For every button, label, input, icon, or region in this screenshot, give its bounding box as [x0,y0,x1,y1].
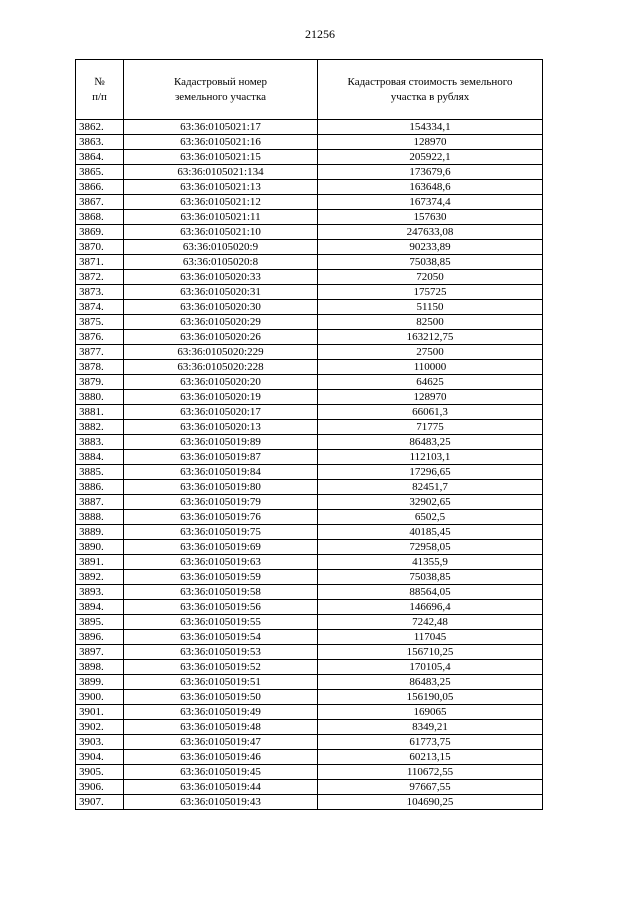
row-number-cell: 3899. [76,675,124,690]
cadastral-number-cell: 63:36:0105021:134 [124,165,318,180]
cadastral-cost-cell: 61773,75 [318,735,543,750]
row-number-cell: 3885. [76,465,124,480]
cadastral-cost-cell: 60213,15 [318,750,543,765]
cadastral-cost-cell: 117045 [318,630,543,645]
cadastral-number-cell: 63:36:0105020:13 [124,420,318,435]
cadastral-cost-cell: 175725 [318,285,543,300]
table-row [76,225,543,240]
row-number-cell: 3890. [76,540,124,555]
table-row [76,690,543,705]
row-number-cell: 3880. [76,390,124,405]
table-row [76,330,543,345]
cadastral-number-cell: 63:36:0105019:53 [124,645,318,660]
row-number-cell: 3895. [76,615,124,630]
cadastral-number-cell: 63:36:0105020:8 [124,255,318,270]
cadastral-number-cell: 63:36:0105019:52 [124,660,318,675]
table-row [76,720,543,735]
cadastral-table [75,59,543,810]
cadastral-number-cell: 63:36:0105019:80 [124,480,318,495]
row-number-cell: 3893. [76,585,124,600]
cadastral-number-cell: 63:36:0105020:229 [124,345,318,360]
row-number-cell: 3882. [76,420,124,435]
cadastral-cost-cell: 72958,05 [318,540,543,555]
row-number-cell: 3897. [76,645,124,660]
table-row [76,765,543,780]
table-row [76,435,543,450]
header-number-line2: п/п [92,90,107,103]
cadastral-number-cell: 63:36:0105020:31 [124,285,318,300]
table-row [76,255,543,270]
cadastral-cost-cell: 6502,5 [318,510,543,525]
row-number-cell: 3889. [76,525,124,540]
table-row [76,585,543,600]
cadastral-number-cell: 63:36:0105021:12 [124,195,318,210]
table-row [76,705,543,720]
row-number-cell: 3875. [76,315,124,330]
table-row [76,675,543,690]
row-number-cell: 3894. [76,600,124,615]
cadastral-cost-cell: 75038,85 [318,570,543,585]
cadastral-cost-cell: 169065 [318,705,543,720]
table-row [76,270,543,285]
table-row [76,390,543,405]
row-number-cell: 3873. [76,285,124,300]
row-number-cell: 3884. [76,450,124,465]
header-cadastral-line2: земельного участка [174,90,267,103]
cadastral-number-cell: 63:36:0105019:50 [124,690,318,705]
header-number [76,60,124,120]
cadastral-number-cell: 63:36:0105019:79 [124,495,318,510]
cadastral-number-cell: 63:36:0105021:15 [124,150,318,165]
cadastral-cost-cell: 110000 [318,360,543,375]
row-number-cell: 3878. [76,360,124,375]
cadastral-number-cell: 63:36:0105019:63 [124,555,318,570]
table-row [76,495,543,510]
cadastral-number-cell: 63:36:0105019:56 [124,600,318,615]
cadastral-number-cell: 63:36:0105021:10 [124,225,318,240]
table-row [76,150,543,165]
row-number-cell: 3891. [76,555,124,570]
row-number-cell: 3901. [76,705,124,720]
row-number-cell: 3892. [76,570,124,585]
row-number-cell: 3907. [76,795,124,810]
header-cadastral-line1: Кадастровый номер [173,75,268,88]
row-number-cell: 3868. [76,210,124,225]
cadastral-cost-cell: 17296,65 [318,465,543,480]
cadastral-number-cell: 63:36:0105020:9 [124,240,318,255]
cadastral-number-cell: 63:36:0105019:84 [124,465,318,480]
cadastral-cost-cell: 146696,4 [318,600,543,615]
cadastral-number-cell: 63:36:0105020:29 [124,315,318,330]
row-number-cell: 3874. [76,300,124,315]
row-number-cell: 3903. [76,735,124,750]
cadastral-cost-cell: 8349,21 [318,720,543,735]
table-row [76,420,543,435]
row-number-cell: 3905. [76,765,124,780]
table-row [76,360,543,375]
table-row [76,195,543,210]
cadastral-cost-cell: 247633,08 [318,225,543,240]
cadastral-number-cell: 63:36:0105021:11 [124,210,318,225]
table-row [76,510,543,525]
row-number-cell: 3902. [76,720,124,735]
table-row [76,210,543,225]
cadastral-number-cell: 63:36:0105019:55 [124,615,318,630]
header-number-line1: № [94,75,105,88]
cadastral-number-cell: 63:36:0105020:228 [124,360,318,375]
row-number-cell: 3879. [76,375,124,390]
cadastral-cost-cell: 170105,4 [318,660,543,675]
cadastral-number-cell: 63:36:0105021:16 [124,135,318,150]
table-row [76,300,543,315]
cadastral-number-cell: 63:36:0105020:33 [124,270,318,285]
row-number-cell: 3871. [76,255,124,270]
table-row [76,240,543,255]
cadastral-number-cell: 63:36:0105021:17 [124,120,318,135]
cadastral-number-cell: 63:36:0105019:46 [124,750,318,765]
table-row [76,600,543,615]
row-number-cell: 3904. [76,750,124,765]
cadastral-cost-cell: 51150 [318,300,543,315]
cadastral-cost-cell: 90233,89 [318,240,543,255]
cadastral-number-cell: 63:36:0105019:45 [124,765,318,780]
row-number-cell: 3881. [76,405,124,420]
cadastral-cost-cell: 163648,6 [318,180,543,195]
table-row [76,570,543,585]
cadastral-cost-cell: 7242,48 [318,615,543,630]
cadastral-cost-cell: 205922,1 [318,150,543,165]
cadastral-number-cell: 63:36:0105019:43 [124,795,318,810]
header-cadastral-cost [318,60,543,120]
row-number-cell: 3866. [76,180,124,195]
cadastral-cost-cell: 66061,3 [318,405,543,420]
table-row [76,525,543,540]
cadastral-cost-cell: 27500 [318,345,543,360]
cadastral-cost-cell: 71775 [318,420,543,435]
row-number-cell: 3888. [76,510,124,525]
row-number-cell: 3876. [76,330,124,345]
cadastral-cost-cell: 110672,55 [318,765,543,780]
cadastral-number-cell: 63:36:0105020:20 [124,375,318,390]
row-number-cell: 3865. [76,165,124,180]
header-cadastral-number [124,60,318,120]
cadastral-number-cell: 63:36:0105019:44 [124,780,318,795]
cadastral-cost-cell: 86483,25 [318,675,543,690]
cadastral-cost-cell: 40185,45 [318,525,543,540]
cadastral-cost-cell: 75038,85 [318,255,543,270]
cadastral-number-cell: 63:36:0105019:87 [124,450,318,465]
table-row [76,450,543,465]
cadastral-cost-cell: 32902,65 [318,495,543,510]
table-row [76,465,543,480]
row-number-cell: 3870. [76,240,124,255]
cadastral-number-cell: 63:36:0105019:89 [124,435,318,450]
header-cost-line2: участка в рублях [390,90,470,103]
cadastral-cost-cell: 64625 [318,375,543,390]
row-number-cell: 3862. [76,120,124,135]
cadastral-number-cell: 63:36:0105020:19 [124,390,318,405]
cadastral-cost-cell: 156710,25 [318,645,543,660]
table-row [76,345,543,360]
cadastral-cost-cell: 167374,4 [318,195,543,210]
row-number-cell: 3886. [76,480,124,495]
cadastral-cost-cell: 128970 [318,135,543,150]
table-row [76,315,543,330]
cadastral-cost-cell: 72050 [318,270,543,285]
cadastral-cost-cell: 41355,9 [318,555,543,570]
table-row [76,405,543,420]
table-row [76,120,543,135]
table-header-row [76,60,543,120]
cadastral-cost-cell: 86483,25 [318,435,543,450]
table-row [76,285,543,300]
cadastral-cost-cell: 163212,75 [318,330,543,345]
table-row [76,375,543,390]
row-number-cell: 3863. [76,135,124,150]
cadastral-number-cell: 63:36:0105019:47 [124,735,318,750]
cadastral-cost-cell: 173679,6 [318,165,543,180]
cadastral-cost-cell: 128970 [318,390,543,405]
cadastral-number-cell: 63:36:0105020:17 [124,405,318,420]
cadastral-cost-cell: 157630 [318,210,543,225]
cadastral-cost-cell: 88564,05 [318,585,543,600]
cadastral-number-cell: 63:36:0105019:58 [124,585,318,600]
cadastral-number-cell: 63:36:0105019:75 [124,525,318,540]
table-row [76,645,543,660]
row-number-cell: 3900. [76,690,124,705]
row-number-cell: 3867. [76,195,124,210]
table-row [76,180,543,195]
cadastral-cost-cell: 112103,1 [318,450,543,465]
row-number-cell: 3872. [76,270,124,285]
cadastral-number-cell: 63:36:0105019:51 [124,675,318,690]
cadastral-number-cell: 63:36:0105019:69 [124,540,318,555]
table-row [76,630,543,645]
cadastral-cost-cell: 82451,7 [318,480,543,495]
row-number-cell: 3864. [76,150,124,165]
table-row [76,780,543,795]
row-number-cell: 3906. [76,780,124,795]
table-row [76,795,543,810]
cadastral-cost-cell: 154334,1 [318,120,543,135]
row-number-cell: 3877. [76,345,124,360]
row-number-cell: 3883. [76,435,124,450]
table-row [76,750,543,765]
cadastral-number-cell: 63:36:0105019:48 [124,720,318,735]
cadastral-number-cell: 63:36:0105021:13 [124,180,318,195]
cadastral-cost-cell: 156190,05 [318,690,543,705]
cadastral-number-cell: 63:36:0105019:59 [124,570,318,585]
cadastral-number-cell: 63:36:0105019:54 [124,630,318,645]
cadastral-number-cell: 63:36:0105020:26 [124,330,318,345]
table-row [76,660,543,675]
table-body [76,120,543,810]
cadastral-cost-cell: 82500 [318,315,543,330]
table-row [76,615,543,630]
table-row [76,555,543,570]
cadastral-number-cell: 63:36:0105020:30 [124,300,318,315]
table-row [76,540,543,555]
cadastral-number-cell: 63:36:0105019:49 [124,705,318,720]
row-number-cell: 3869. [76,225,124,240]
table-row [76,735,543,750]
table-row [76,165,543,180]
cadastral-number-cell: 63:36:0105019:76 [124,510,318,525]
table-row [76,135,543,150]
header-cost-line1: Кадастровая стоимость земельного [347,75,513,88]
cadastral-cost-cell: 97667,55 [318,780,543,795]
cadastral-cost-cell: 104690,25 [318,795,543,810]
row-number-cell: 3887. [76,495,124,510]
page-number: 21256 [305,27,335,41]
row-number-cell: 3896. [76,630,124,645]
table-row [76,480,543,495]
row-number-cell: 3898. [76,660,124,675]
